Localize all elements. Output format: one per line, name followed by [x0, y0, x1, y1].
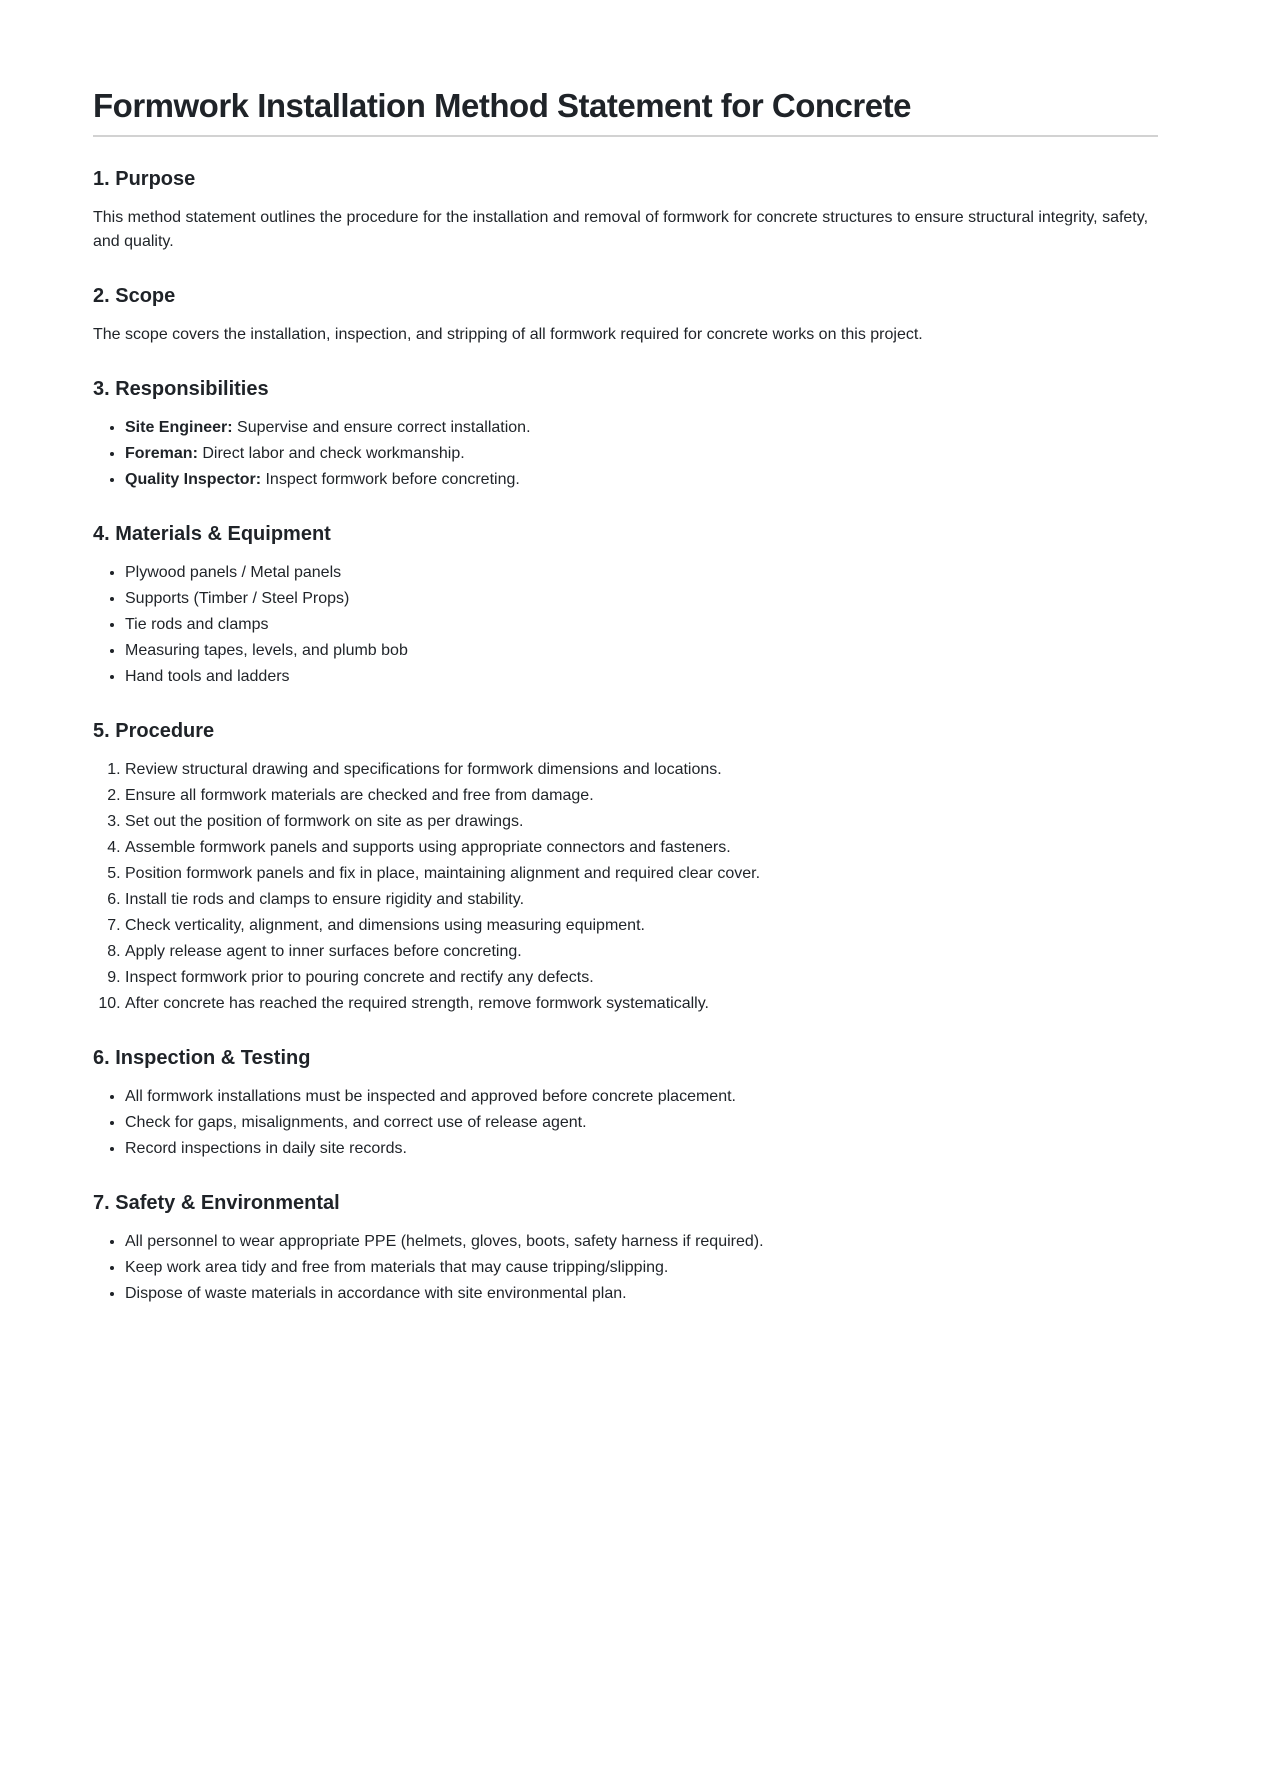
section-heading-inspection: 6. Inspection & Testing [93, 1047, 311, 1069]
section-materials-equipment [93, 522, 1158, 689]
list-item: • Check for gaps, misalignments, and correct use of release agent. [125, 1111, 1158, 1135]
section-heading-materials: 4. Materials & Equipment [93, 523, 331, 545]
list-item: • Plywood panels / Metal panels [125, 561, 1158, 585]
list-item: • Dispose of waste materials in accordance with site environmental plan. [125, 1282, 1158, 1306]
section-heading-scope: 2. Scope [93, 285, 176, 307]
section-inspection-testing [93, 1046, 1158, 1161]
purpose-paragraph: This method statement outlines the procedure for the installation and removal of formwork for concrete structures to ensure structural integrity, safety, and quality. [93, 209, 1149, 250]
procedure-step: 4. Assemble formwork panels and supports using appropriate connectors and fasteners. [125, 836, 1158, 860]
list-item: • Hand tools and ladders [125, 665, 1158, 689]
section-scope [93, 284, 1158, 347]
list-item: • Tie rods and clamps [125, 613, 1158, 637]
section-purpose [93, 167, 1158, 254]
procedure-step: 2. Ensure all formwork materials are checked and free from damage. [125, 784, 1158, 808]
section-safety-environmental [93, 1191, 1158, 1306]
procedure-step: 7. Check verticality, alignment, and dimensions using measuring equipment. [125, 914, 1158, 938]
role-label: Foreman: [125, 445, 198, 462]
inspection-list [93, 1085, 1158, 1161]
procedure-step: 1. Review structural drawing and specifications for formwork dimensions and locations. [125, 758, 1158, 782]
list-item [125, 468, 1158, 492]
responsibilities-list [93, 416, 1158, 492]
role-description: Supervise and ensure correct installation. [232, 419, 531, 436]
section-heading-responsibilities: 3. Responsibilities [93, 378, 269, 400]
section-heading-purpose: 1. Purpose [93, 168, 196, 190]
title-divider [93, 135, 1158, 137]
scope-paragraph: The scope covers the installation, inspection, and stripping of all formwork required for concrete works on this project. [93, 326, 923, 343]
role-label: Quality Inspector: [125, 471, 262, 488]
section-responsibilities [93, 377, 1158, 492]
procedure-step: 8. Apply release agent to inner surfaces before concreting. [125, 940, 1158, 964]
section-heading-safety: 7. Safety & Environmental [93, 1192, 340, 1214]
procedure-step: 9. Inspect formwork prior to pouring concrete and rectify any defects. [125, 966, 1158, 990]
list-item [125, 416, 1158, 440]
procedure-step: 3. Set out the position of formwork on site as per drawings. [125, 810, 1158, 834]
list-item: • Record inspections in daily site records. [125, 1137, 1158, 1161]
role-label: Site Engineer: [125, 419, 233, 436]
role-description: Direct labor and check workmanship. [197, 445, 465, 462]
list-item: • All personnel to wear appropriate PPE (helmets, gloves, boots, safety harness if required). [125, 1230, 1158, 1254]
procedure-steps-list [93, 758, 1158, 1016]
procedure-step: 10. After concrete has reached the required strength, remove formwork systematically. [125, 992, 1158, 1016]
list-item: • Keep work area tidy and free from materials that may cause tripping/slipping. [125, 1256, 1158, 1280]
list-item: • All formwork installations must be inspected and approved before concrete placement. [125, 1085, 1158, 1109]
procedure-step: 6. Install tie rods and clamps to ensure rigidity and stability. [125, 888, 1158, 912]
list-item [125, 442, 1158, 466]
safety-list [93, 1230, 1158, 1306]
list-item: • Supports (Timber / Steel Props) [125, 587, 1158, 611]
section-heading-procedure: 5. Procedure [93, 720, 215, 742]
procedure-step: 5. Position formwork panels and fix in place, maintaining alignment and required clear cover. [125, 862, 1158, 886]
role-description: Inspect formwork before concreting. [261, 471, 520, 488]
list-item: • Measuring tapes, levels, and plumb bob [125, 639, 1158, 663]
document-title: Formwork Installation Method Statement for Concrete [93, 87, 911, 124]
materials-list [93, 561, 1158, 689]
section-procedure [93, 719, 1158, 1016]
